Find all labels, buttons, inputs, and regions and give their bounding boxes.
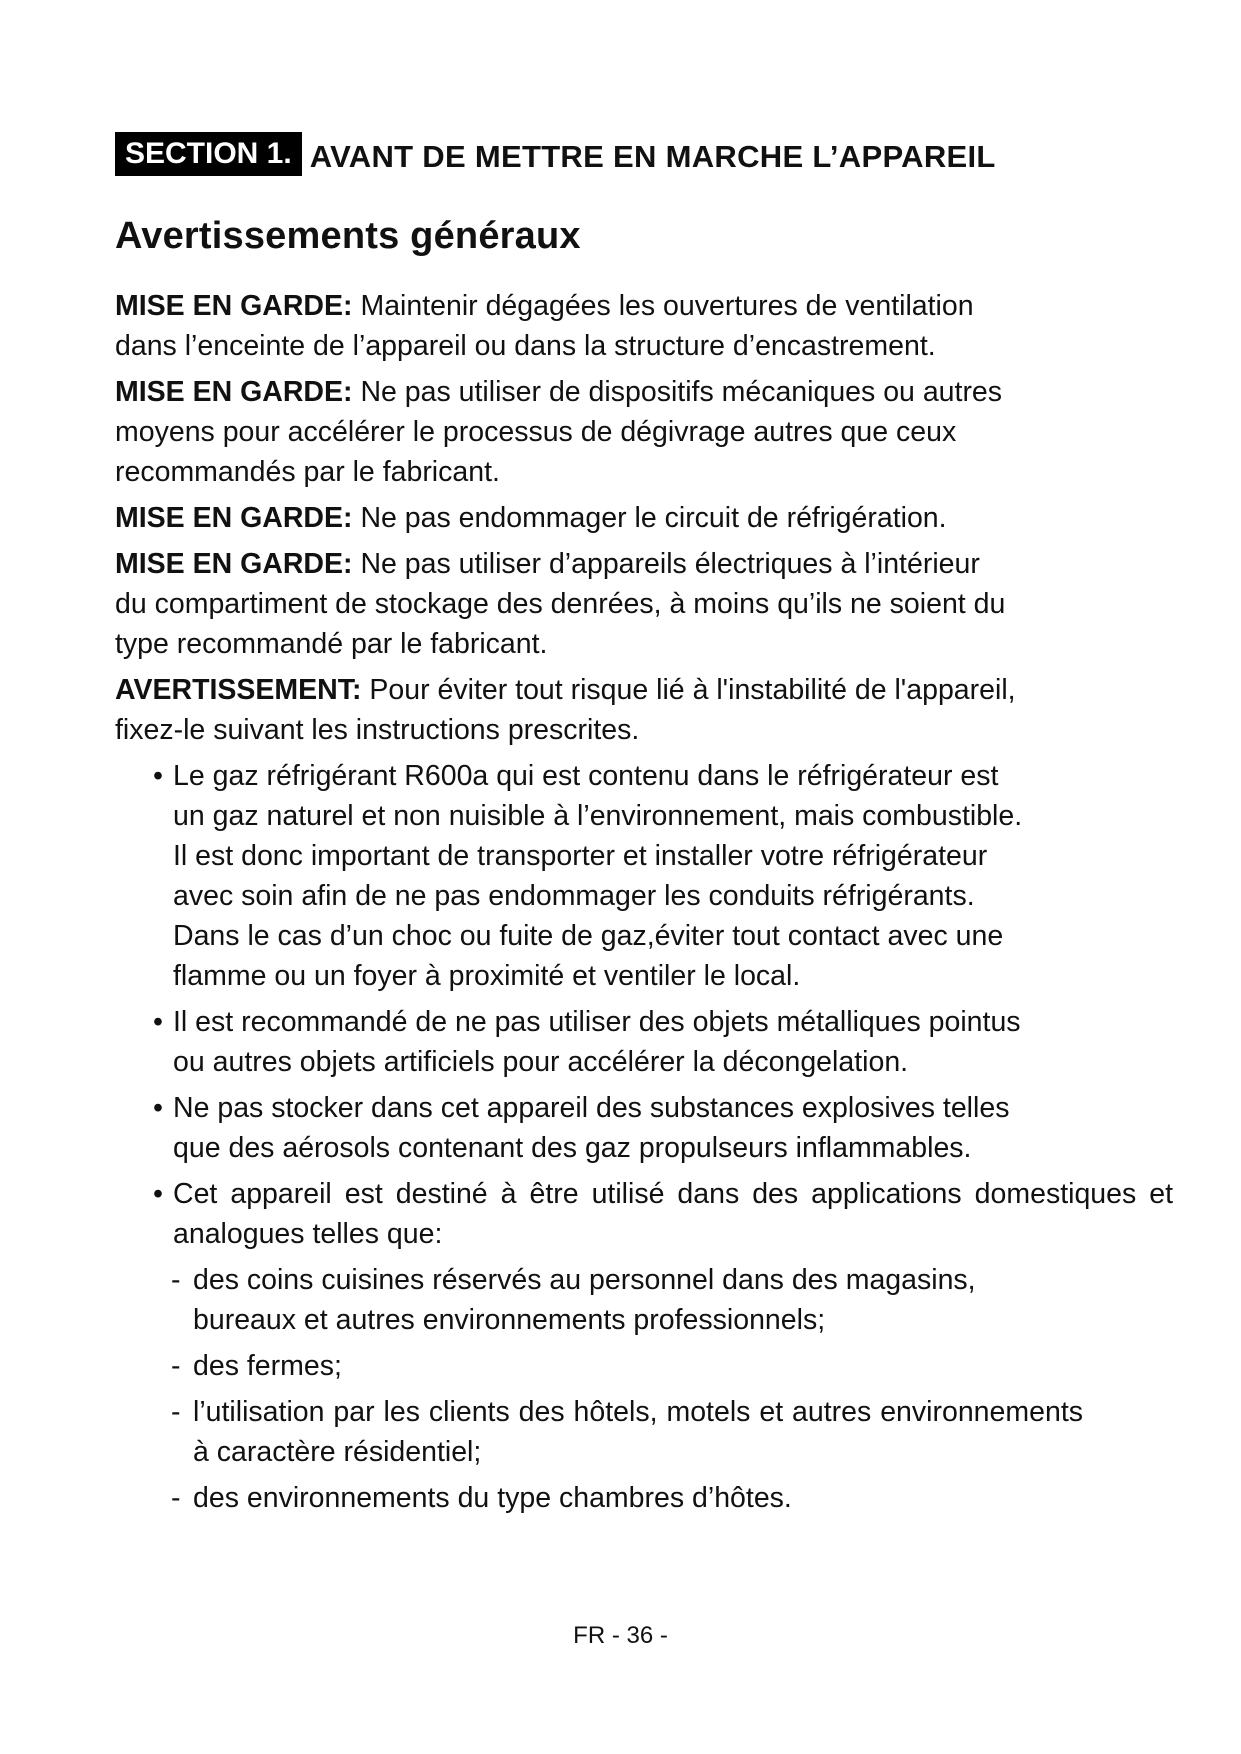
warning-text-line: du compartiment de stockage des denrées, à moins qu’ils ne soient du <box>115 588 1006 620</box>
bullet-dot-icon: • <box>153 1178 163 1210</box>
page-heading: Avertissements généraux <box>115 215 581 257</box>
warning-paragraph <box>115 670 1175 750</box>
sub-item-text-line: bureaux et autres environnements professionnels; <box>193 1304 826 1336</box>
body-text <box>115 286 1175 1524</box>
section-header <box>115 129 996 179</box>
warning-text-line: type recommandé par le fabricant. <box>115 628 548 660</box>
warning-text-line: Ne pas utiliser d’appareils électriques à l’intérieur <box>352 548 980 580</box>
dash-marker: - <box>171 1350 181 1382</box>
bullet-text-line: un gaz naturel et non nuisible à l’environnement, mais combustible. <box>173 800 1023 832</box>
sub-item-text-line: des fermes; <box>193 1350 342 1382</box>
warning-text-line: Pour éviter tout risque lié à l'instabilité de l'appareil, <box>361 674 1016 706</box>
bullet-text-line: avec soin afin de ne pas endommager les conduits réfrigérants. <box>173 880 975 912</box>
bullet-list <box>115 756 1175 1254</box>
dash-marker: - <box>171 1264 181 1296</box>
warning-text-line: dans l’enceinte de l’appareil ou dans la structure d’encastrement. <box>115 330 936 362</box>
warning-label: MISE EN GARDE: <box>115 290 353 322</box>
bullet-dot-icon: • <box>153 1006 163 1038</box>
warning-text-line: Maintenir dégagées les ouvertures de ventilation <box>352 290 974 322</box>
bullet-item <box>115 1174 1175 1254</box>
bullet-text: Cet appareil est destiné à être utilisé dans des applications domestiques et analogues telles que: <box>173 1178 1173 1250</box>
warning-paragraph <box>115 372 1175 492</box>
warning-paragraph <box>115 544 1175 664</box>
sub-item-text-line: des coins cuisines réservés au personnel dans des magasins, <box>193 1264 976 1296</box>
section-number-badge: SECTION 1. <box>115 132 302 176</box>
usage-sub-list <box>115 1260 1175 1518</box>
dash-marker: - <box>171 1396 181 1428</box>
warning-label: MISE EN GARDE: <box>115 548 353 580</box>
sub-list-item <box>115 1392 1175 1472</box>
bullet-text-line: ou autres objets artificiels pour accélérer la décongelation. <box>173 1046 909 1078</box>
bullet-text-line: Ne pas stocker dans cet appareil des substances explosives telles <box>173 1092 1010 1124</box>
warning-text-line: recommandés par le fabricant. <box>115 456 500 488</box>
bullet-text-line: flamme ou un foyer à proximité et ventiler le local. <box>173 960 801 992</box>
warning-label: MISE EN GARDE: <box>115 502 353 534</box>
warning-paragraph <box>115 498 1175 538</box>
sub-list-item <box>115 1260 1175 1340</box>
warning-text-line: fixez-le suivant les instructions prescrites. <box>115 714 640 746</box>
warning-text-line: moyens pour accélérer le processus de dégivrage autres que ceux <box>115 416 957 448</box>
warning-text-line: Ne pas endommager le circuit de réfrigération. <box>352 502 947 534</box>
section-title: AVANT DE METTRE EN MARCHE L’APPAREIL <box>309 139 996 174</box>
warning-label: AVERTISSEMENT: <box>115 674 362 706</box>
bullet-item <box>115 756 1175 996</box>
bullet-item <box>115 1002 1175 1082</box>
bullet-text-line: Le gaz réfrigérant R600a qui est contenu dans le réfrigérateur est <box>173 760 999 792</box>
warning-paragraph <box>115 286 1175 366</box>
bullet-text-line: Il est donc important de transporter et installer votre réfrigérateur <box>173 840 988 872</box>
page-number: FR - 36 - <box>573 1622 668 1649</box>
bullet-text-line: Il est recommandé de ne pas utiliser des objets métalliques pointus <box>173 1006 1021 1038</box>
bullet-text-line: que des aérosols contenant des gaz propulseurs inflammables. <box>173 1132 972 1164</box>
sub-item-text: l’utilisation par les clients des hôtels, motels et autres environnements à caractère résidentiel; <box>193 1396 1083 1468</box>
warning-text-line: Ne pas utiliser de dispositifs mécaniques ou autres <box>352 376 1003 408</box>
sub-item-text-line: des environnements du type chambres d’hôtes. <box>193 1482 792 1514</box>
bullet-item <box>115 1088 1175 1168</box>
bullet-dot-icon: • <box>153 760 163 792</box>
sub-list-item <box>115 1478 1175 1518</box>
dash-marker: - <box>171 1482 181 1514</box>
bullet-dot-icon: • <box>153 1092 163 1124</box>
sub-list-item <box>115 1346 1175 1386</box>
bullet-text-line: Dans le cas d’un choc ou fuite de gaz,éviter tout contact avec une <box>173 920 1004 952</box>
warning-label: MISE EN GARDE: <box>115 376 353 408</box>
